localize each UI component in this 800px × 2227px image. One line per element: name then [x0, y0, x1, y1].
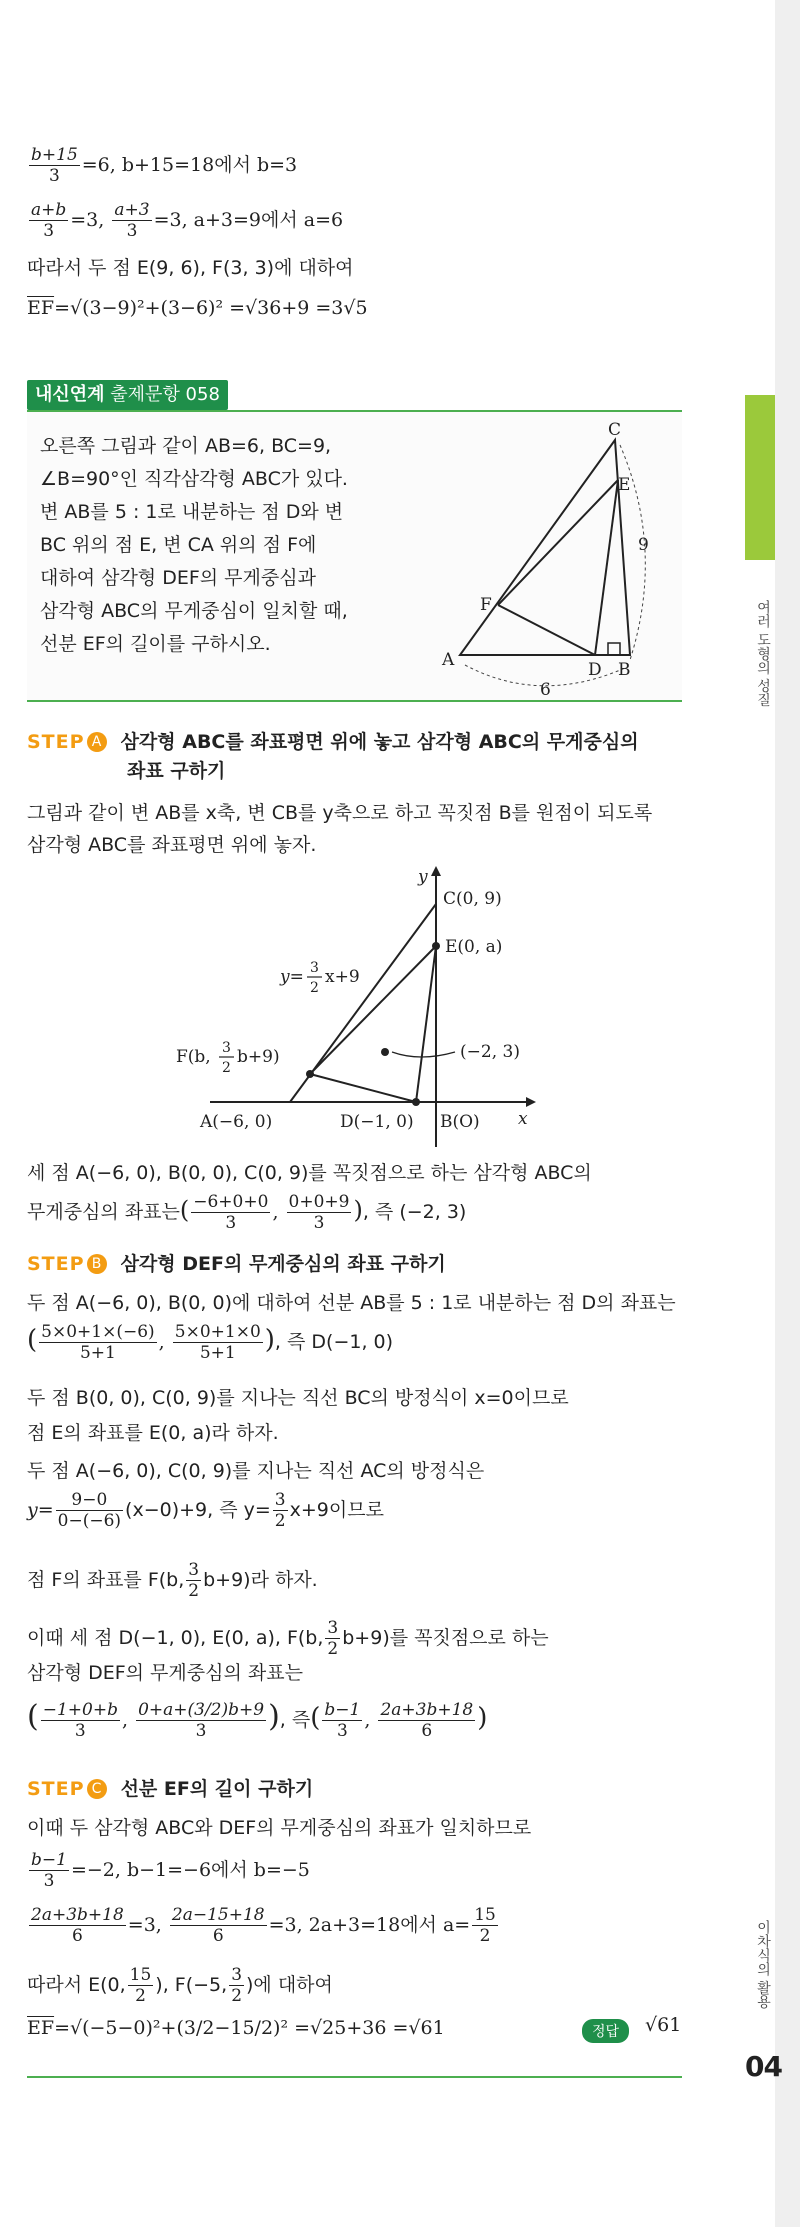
point-E-label: E(0, a)	[445, 937, 503, 957]
side-strip	[775, 0, 800, 2227]
y-axis-label: y	[418, 867, 428, 887]
top-line-3: 따라서 두 점 E(9, 6), F(3, 3)에 대하여	[27, 257, 354, 279]
stepB-p2: ( $\frac{5\times 0+1\times(-6)}{5+1}$ , $\frac{5\times 0+1\times 0}{5+1}$ ), 즉 D(−1, 0)	[27, 1322, 394, 1363]
label-A: A	[442, 650, 455, 670]
stepB-p4: 점 E의 좌표를 E(0, a)라 하자.	[27, 1422, 279, 1444]
centroid-label: (−2, 3)	[460, 1042, 520, 1062]
stepB-title: STEP B 삼각형 DEF의 무게중심의 좌표 구하기	[27, 1253, 446, 1275]
point-F-label-post: b+9)	[237, 1047, 280, 1067]
stepA-title: STEP A 삼각형 ABC를 좌표평면 위에 놓고 삼각형 ABC의 무게중심의	[27, 731, 639, 753]
line-eq-rhs: x+9	[325, 967, 360, 987]
stepA-title-2: 좌표 구하기	[127, 760, 226, 782]
x-axis-label: x	[518, 1109, 528, 1129]
label-E: E	[618, 475, 631, 495]
stepB-p9: 삼각형 DEF의 무게중심의 좌표는	[27, 1662, 303, 1684]
side-footer: 이차식의 활용	[755, 1920, 771, 2009]
stepB-p5: 두 점 A(−6, 0), C(0, 9)를 지나는 직선 AC의 방정식은	[27, 1460, 485, 1482]
chapter-tab	[745, 395, 775, 570]
stepA-p3: 세 점 A(−6, 0), B(0, 0), C(0, 9)를 꼭짓점으로 하는 삼각형 ABC의	[27, 1162, 592, 1184]
svg-text:2: 2	[222, 1060, 231, 1076]
line-eq-lhs: y=	[280, 967, 304, 987]
stepB-p3: 두 점 B(0, 0), C(0, 9)를 지나는 직선 BC의 방정식이 x=0이므로	[27, 1387, 569, 1409]
page-number: 04	[745, 2050, 782, 2083]
answer-badge: 정답	[582, 2019, 629, 2043]
stepC-p2: $\frac{b-1}{3}$ =−2, b−1=−6에서 b=−5	[31, 1850, 310, 1891]
stepB-p8: 이때 세 점 D(−1, 0), E(0, a), F(b, $\frac{3}{2}$ b+9)를 꼭짓점으로 하는	[27, 1618, 549, 1659]
point-B-label: B(O)	[440, 1112, 480, 1132]
answer-value: √61	[645, 2014, 682, 2036]
label-D: D	[588, 660, 602, 680]
point-F-label-pre: F(b,	[176, 1047, 211, 1067]
problem-header	[27, 380, 682, 410]
stepC-title: STEP C 선분 EF의 길이 구하기	[27, 1778, 314, 1800]
stepC-p1: 이때 두 삼각형 ABC와 DEF의 무게중심의 좌표가 일치하므로	[27, 1817, 532, 1839]
svg-text:3: 3	[222, 1040, 231, 1056]
stepB-p6: y= $\frac{9-0}{0-(-6)}$ (x−0)+9, 즉 y= $\frac{3}{2}$ x+9이므로	[27, 1490, 384, 1531]
side-label: 여러 도형의 성질	[755, 600, 771, 707]
point-A-label: A(−6, 0)	[200, 1112, 273, 1132]
svg-text:3: 3	[310, 960, 319, 976]
stepC-p3: $\frac{2a+3b+18}{6}$ =3, $\frac{2a-15+18}{6}$ =3, 2a+3=18에서 a= $\frac{15}{2}$	[31, 1905, 496, 1946]
label-F: F	[480, 595, 492, 615]
problem-text: 오른쪽 그림과 같이 AB=6, BC=9, ∠B=90°인 직각삼각형 ABC가 있다. 변 AB를 5 : 1로 내분하는 점 D와 변 BC 위의 점 E, 변 CA 위의 점 F에 대하여 삼각형 DEF의 무게중심과 삼각형 ABC의 무게중심이 일치할 때, 선분 EF의 길이를 구하시오.	[40, 435, 348, 655]
stepA-p2: 삼각형 ABC를 좌표평면 위에 놓자.	[27, 834, 317, 856]
coordinate-graph	[160, 862, 540, 1152]
point-C-label: C(0, 9)	[443, 889, 502, 909]
label-B: B	[618, 660, 631, 680]
stepC-p5: $\overline{EF}=√(-5-0)^2+(3/2-15/2)^2 =√25+36 =√61$	[27, 2017, 445, 2039]
label-C: C	[608, 420, 622, 440]
svg-text:2: 2	[310, 980, 319, 996]
stepA-p1: 그림과 같이 변 AB를 x축, 변 CB를 y축으로 하고 꼭짓점 B를 원점이 되도록	[27, 802, 653, 824]
label-9: 9	[638, 535, 649, 555]
top-line-2: $\frac{a+b}{3}$ =3, $\frac{a+3}{3}$ =3, a+3=9에서 a=6	[31, 200, 344, 241]
stepB-p7: 점 F의 좌표를 F(b, $\frac{3}{2}$ b+9)라 하자.	[27, 1560, 318, 1601]
stepB-p1: 두 점 A(−6, 0), B(0, 0)에 대하여 선분 AB를 5 : 1로 내분하는 점 D의 좌표는	[27, 1292, 676, 1314]
stepA-p4: 무게중심의 좌표는( $\frac{-6+0+0}{3}$ , $\frac{0+0+9}{3}$ ), 즉 (−2, 3)	[27, 1192, 467, 1233]
top-line-1: $\frac{b+15}{3}$ =6, b+15=18에서 b=3	[31, 145, 298, 186]
top-line-4: $\overline{EF}=√(3-9)^2+(3-6)^2 =√36+9 =3√5$	[27, 297, 368, 319]
stepB-p10: ( $\frac{-1+0+b}{3}$ , $\frac{0+a+(3/2)b+9}{3}$ ), 즉( $\frac{b-1}{3}$ , $\frac{2a+3b+18}{6}$ )	[27, 1699, 488, 1741]
stepC-p4: 따라서 E(0, $\frac{15}{2}$ ), F(−5, $\frac{3}{2}$ )에 대하여	[27, 1965, 333, 2006]
point-D-label: D(−1, 0)	[340, 1112, 414, 1132]
problem-tag: 내신연계 출제문항 058	[27, 380, 228, 410]
label-6: 6	[540, 680, 551, 700]
triangle-figure	[440, 420, 680, 700]
